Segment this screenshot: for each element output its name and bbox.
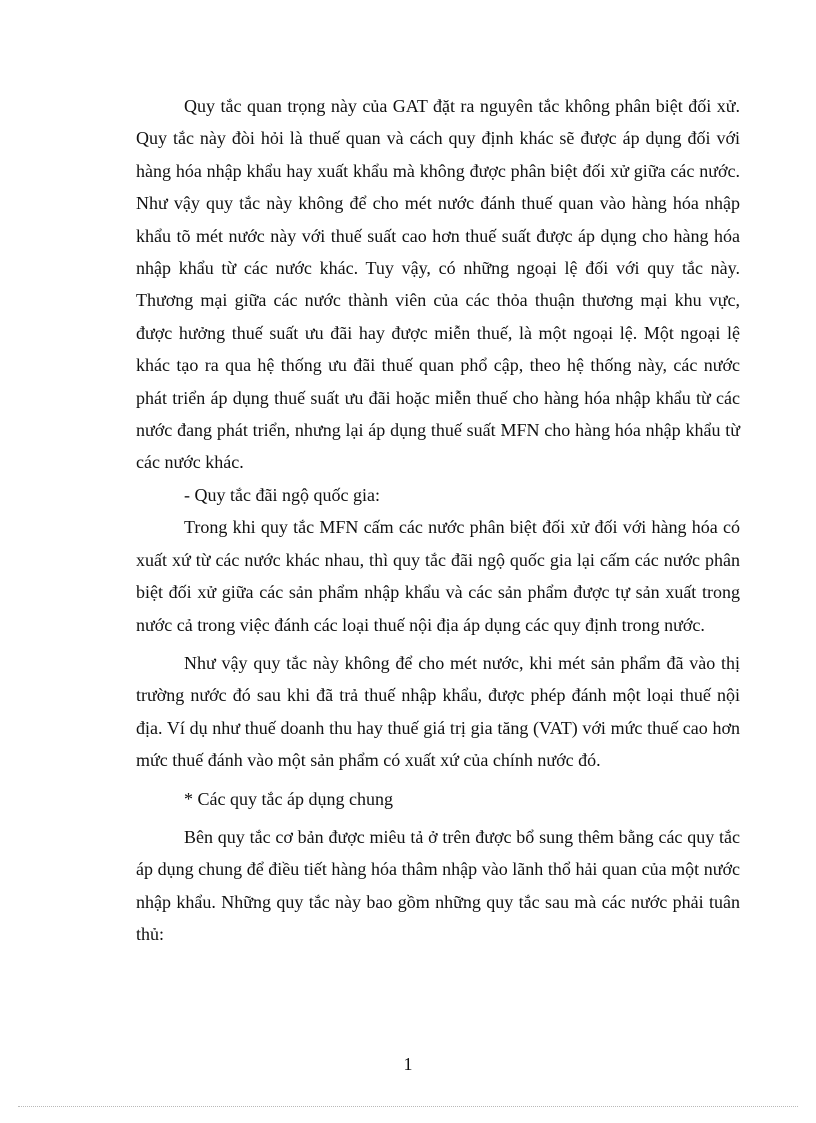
document-body <box>136 90 740 951</box>
paragraph-domestic-tax: Như vậy quy tắc này không để cho mét nước, khi mét sản phẩm đã vào thị trường nước đó sau khi đã trả thuế nhập khẩu, được phép đánh một loại thuế nội địa. Ví dụ như thuế doanh thu hay thuế giá trị gia tăng (VAT) với mức thuế cao hơn mức thuế đánh vào một sản phẩm có xuất xứ của chính nước đó. <box>136 652 740 771</box>
page-footer-divider <box>18 1106 798 1107</box>
heading-general-rules: * Các quy tắc áp dụng chung <box>184 788 393 809</box>
page-number: 1 <box>403 1054 413 1074</box>
paragraph-general-rules: Bên quy tắc cơ bản được miêu tả ở trên được bổ sung thêm bằng các quy tắc áp dụng chung để điều tiết hàng hóa thâm nhập vào lãnh thổ hải quan của một nước nhập khẩu. Những quy tắc này bao gồm những quy tắc sau mà các nước phải tuân thủ: <box>136 826 740 945</box>
heading-national-treatment: - Quy tắc đãi ngộ quốc gia: <box>184 484 380 505</box>
paragraph-national-treatment: Trong khi quy tắc MFN cấm các nước phân biệt đối xử đối với hàng hóa có xuất xứ từ các nước khác nhau, thì quy tắc đãi ngộ quốc gia lại cấm các nước phân biệt đối xử giữa các sản phẩm nhập khẩu và các sản phẩm được tự sản xuất trong nước cả trong việc đánh các loại thuế nội địa áp dụng các quy định trong nước. <box>136 517 740 635</box>
paragraph-mfn-rule: Quy tắc quan trọng này của GAT đặt ra nguyên tắc không phân biệt đối xử. Quy tắc này đòi hỏi là thuế quan và cách quy định khác sẽ được áp dụng đối với hàng hóa nhập khẩu hay xuất khẩu mà không được phân biệt đối xử giữa các nước. Như vậy quy tắc này không để cho mét nước đánh thuế quan vào hàng hóa nhập khẩu tõ mét nước này với thuế suất cao hơn thuế suất được áp dụng cho hàng hóa nhập khẩu từ các nước khác. Tuy vậy, có những ngoại lệ đối với quy tắc này. Thương mại giữa các nước thành viên của các thỏa thuận thương mại khu vực, được hưởng thuế suất ưu đãi hay được miễn thuế, là một ngoại lệ. Một ngoại lệ khác tạo ra qua hệ thống ưu đãi thuế quan phổ cập, theo hệ thống này, các nước phát triển áp dụng thuế suất ưu đãi hoặc miễn thuế cho hàng hóa nhập khẩu từ các nước đang phát triển, nhưng lại áp dụng thuế suất MFN cho hàng hóa nhập khẩu từ các nước khác. <box>136 96 740 473</box>
